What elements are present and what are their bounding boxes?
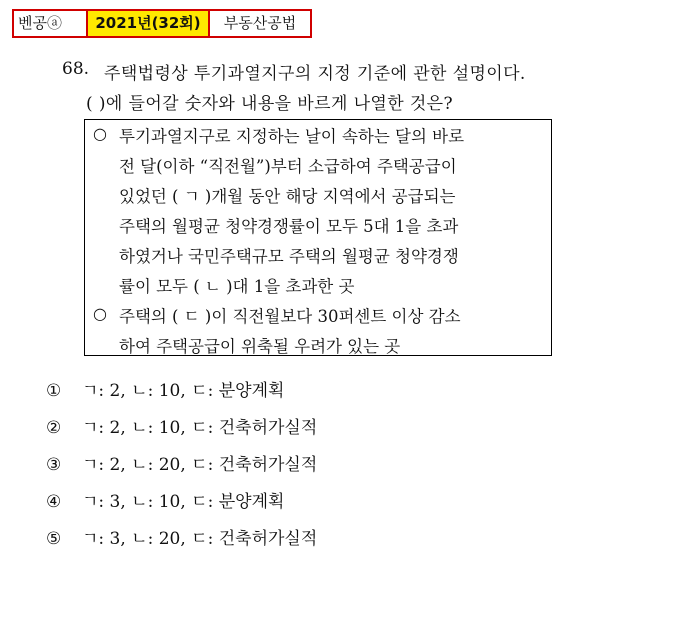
condition-1-line-2: 전 달(이하 “직전월”)부터 소급하여 주택공급이 [119, 157, 457, 176]
option-5-text: ㄱ: 3, ㄴ: 20, ㄷ: 건축허가실적 [82, 529, 318, 549]
option-1-number: ① [46, 381, 62, 401]
condition-2-line-1: 주택의 ( ㄷ )이 직전월보다 30퍼센트 이상 감소 [119, 307, 461, 326]
option-5-number: ⑤ [46, 529, 62, 549]
option-1[interactable] [46, 376, 284, 401]
option-4-text: ㄱ: 3, ㄴ: 10, ㄷ: 분양계획 [82, 492, 285, 512]
option-3[interactable] [46, 450, 317, 475]
question-number: 68. [62, 59, 90, 79]
option-2[interactable] [46, 413, 317, 438]
conditions-box [84, 119, 552, 356]
option-3-text: ㄱ: 2, ㄴ: 20, ㄷ: 건축허가실적 [82, 455, 318, 475]
condition-1-line-6: 률이 모두 ( ㄴ )대 1을 초과한 곳 [119, 277, 355, 296]
exam-header [12, 9, 312, 38]
question-text-line2: ( )에 들어갈 숫자와 내용을 바르게 나열한 것은? [86, 94, 454, 114]
option-2-text: ㄱ: 2, ㄴ: 10, ㄷ: 건축허가실적 [82, 418, 318, 438]
option-2-number: ② [46, 418, 62, 438]
question-text-line1: 주택법령상 투기과열지구의 지정 기준에 관한 설명이다. [104, 64, 526, 84]
option-5[interactable] [46, 524, 317, 549]
option-4[interactable] [46, 487, 284, 512]
bullet-2: ○ [93, 304, 107, 323]
condition-1-line-1: 투기과열지구로 지정하는 날이 속하는 달의 바로 [119, 127, 465, 146]
condition-1-line-3: 있었던 ( ㄱ )개월 동안 해당 지역에서 공급되는 [119, 187, 456, 206]
option-1-text: ㄱ: 2, ㄴ: 10, ㄷ: 분양계획 [82, 381, 285, 401]
option-4-number: ④ [46, 492, 62, 512]
option-3-number: ③ [46, 455, 62, 475]
exam-subject: 부동산공법 [210, 11, 312, 36]
bullet-1: ○ [93, 124, 107, 143]
exam-year: 2021년(32회) [86, 11, 210, 36]
condition-1-line-5: 하였거나 국민주택규모 주택의 월평균 청약경쟁 [119, 247, 459, 266]
condition-2-line-2: 하여 주택공급이 위축될 우려가 있는 곳 [119, 337, 401, 356]
exam-label: 벤공ⓐ [12, 11, 82, 36]
condition-1-line-4: 주택의 월평균 청약경쟁률이 모두 5대 1을 초과 [119, 217, 459, 236]
